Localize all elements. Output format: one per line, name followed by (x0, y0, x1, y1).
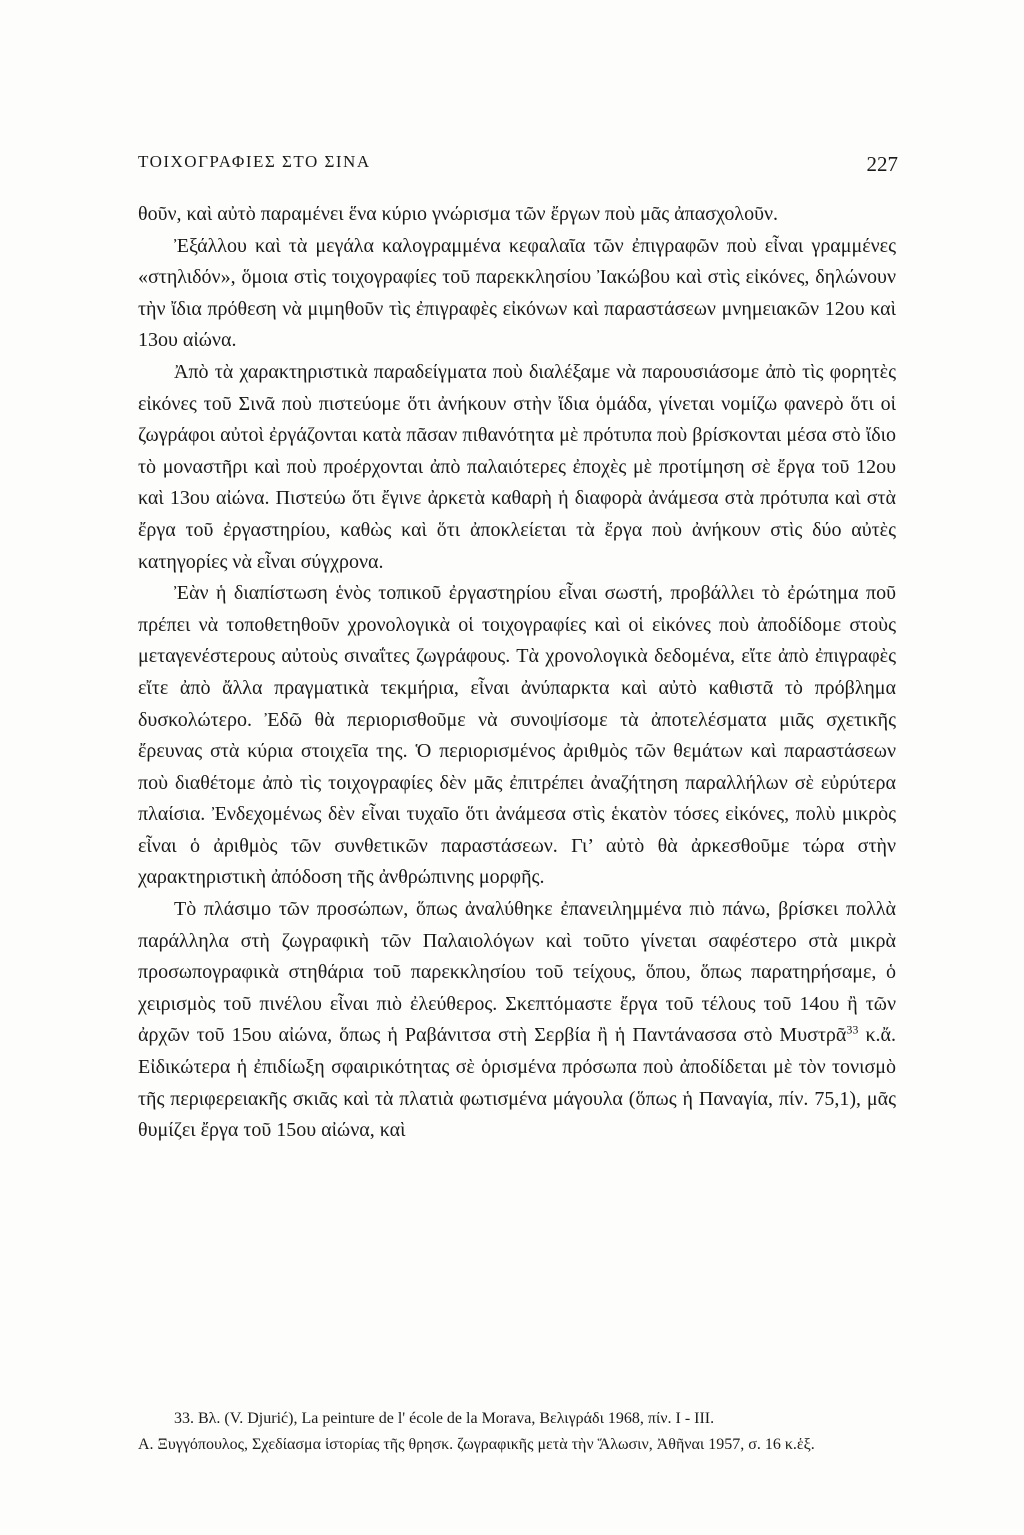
paragraph-5-text-b: κ.ἄ. Εἰδικώτερα ἡ ἐπιδίωξη σφαιρικότητας σὲ ὁρισμένα πρόσωπα ποὺ ἀποδίδεται μὲ τὸν τονισμὸ τῆς περιφερειακῆς σκιᾶς καὶ τὰ πλατιὰ φωτισμένα μάγουλα (ὅπως ἡ Παναγία, πίν. 75,1), μᾶς θυμίζει ἔργα τοῦ 15ου αἰώνα, καὶ (138, 1024, 897, 1142)
paragraph-3: Ἀπὸ τὰ χαρακτηριστικὰ παραδείγματα ποὺ διαλέξαμε νὰ παρουσιάσομε ἀπὸ τὶς φορητὲς εἰκόνες τοῦ Σινᾶ ποὺ πιστεύομε ὅτι ἀνήκουν στὴν ἴδια ὁμάδα, γίνεται νομίζω φανερὸ ὅτι οἱ ζωγράφοι αὐτοὶ ἐργάζονται κατὰ πᾶσαν πιθανότητα μὲ πρότυπα ποὺ βρίσκονται μέσα στὸ ἴδιο τὸ μοναστῆρι καὶ ποὺ προέρχονται ἀπὸ παλαιότερες ἐποχὲς μὲ προτίμηση σὲ ἔργα τοῦ 12ου καὶ 13ου αἰώνα. Πιστεύω ὅτι ἔγινε ἀρκετὰ καθαρὴ ἡ διαφορὰ ἀνάμεσα στὰ πρότυπα καὶ στὰ ἔργα τοῦ ἐργαστηρίου, καθὼς καὶ ὅτι ἀποκλείεται τὰ ἔργα ποὺ ἀνήκουν στὶς δύο αὐτὲς κατηγορίες νὰ εἶναι σύγχρονα. (138, 360, 896, 573)
paragraph-2: Ἐξάλλου καὶ τὰ μεγάλα καλογραμμένα κεφαλαῖα τῶν ἐπιγραφῶν ποὺ εἶναι γραμμένες «στηλιδόν», ὅμοια στὶς τοιχογραφίες τοῦ παρεκκλησίου Ἰακώβου καὶ στὶς εἰκόνες, δηλώνουν τὴν ἴδια πρόθεση νὰ μιμηθοῦν τὶς ἐπιγραφὲς εἰκόνων καὶ παραστάσεων μνημειακῶν 12ου καὶ 13ου αἰώνα. (138, 234, 896, 352)
paragraph-5-text-a: Τὸ πλάσιμο τῶν προσώπων, ὅπως ἀναλύθηκε ἐπανειλημμένα πιὸ πάνω, βρίσκει πολλὰ παράλληλα στὴ ζωγραφικὴ τῶν Παλαιολόγων καὶ τοῦτο γίνεται σαφέστερο στὰ μικρὰ προσωπογραφικὰ στηθάρια τοῦ παρεκκλησίου τοῦ τείχους, ὅπου, ὅπως παρατηρήσαμε, ὁ χειρισμὸς τοῦ πινέλου εἶναι πιὸ ἐλεύθερος. Σκεπτόμαστε ἔργα τοῦ τέλους τοῦ 14ου ἢ τῶν ἀρχῶν τοῦ 15ου αἰώνα, ὅπως ἡ Ραβάνιτσα στὴ Σερβία ἢ ἡ Παντάνασσα στὸ Μυστρᾶ (138, 898, 896, 1047)
paragraph-1: θοῦν, καὶ αὐτὸ παραμένει ἕνα κύριο γνώρισμα τῶν ἔργων ποὺ μᾶς ἀπασχολοῦν. (138, 203, 779, 225)
page-header (138, 150, 898, 180)
footnote-ref-33: 33 (846, 1022, 859, 1037)
page-number: 227 (866, 152, 898, 176)
running-head: ΤΟΙΧΟΓΡΑΦΙΕΣ ΣΤΟ ΣΙΝΑ (138, 152, 371, 171)
body-text (138, 199, 896, 1147)
footnote-33-line-1: 33. Βλ. (V. Djurić), La peinture de l' école de la Morava, Βελιγράδι 1968, πίν. I - III. (174, 1410, 715, 1427)
paragraph-5 (138, 894, 896, 1147)
paragraph-4: Ἐὰν ἡ διαπίστωση ἑνὸς τοπικοῦ ἐργαστηρίου εἶναι σωστή, προβάλλει τὸ ἐρώτημα ποῦ πρέπει νὰ τοποθετηθοῦν χρονολογικὰ οἱ τοιχογραφίες καὶ οἱ εἰκόνες ποὺ ἀποδίδομε στοὺς μεταγενέστερους αὐτοὺς σιναΐτες ζωγράφους. Τὰ χρονολογικὰ δεδομένα, εἴτε ἀπὸ ἐπιγραφὲς εἴτε ἀπὸ ἄλλα πραγματικὰ τεκμήρια, εἶναι ἀνύπαρκτα καὶ αὐτὸ καθιστᾶ τὸ πρόβλημα δυσκολώτερο. Ἐδῶ θὰ περιορισθοῦμε νὰ συνοψίσομε τὰ ἀποτελέσματα μιᾶς σχετικῆς ἔρευνας στὰ κύρια στοιχεῖα της. Ὁ περιορισμένος ἀριθμὸς τῶν θεμάτων καὶ παραστάσεων ποὺ διαθέτομε ἀπὸ τὶς τοιχογραφίες δὲν μᾶς ἐπιτρέπει ἀναζήτηση παραλλήλων σὲ εὐρύτερα πλαίσια. Ἐνδεχομένως δὲν εἶναι τυχαῖο ὅτι ἀνάμεσα στὶς ἑκατὸν τόσες εἰκόνες, πολὺ μικρὸς εἶναι ὁ ἀριθμὸς τῶν συνθετικῶν παραστάσεων. Γι’ αὐτὸ θὰ ἀρκεσθοῦμε τώρα στὴν χαρακτηριστικὴ ἀπόδοση τῆς ἀνθρώπινης μορφῆς. (138, 582, 896, 889)
footnote-33-line-2: Α. Ξυγγόπουλος, Σχεδίασμα ἱστορίας τῆς θρησκ. ζωγραφικῆς μετὰ τὴν Ἅλωσιν, Ἀθῆναι 1957, σ. 16 κ.ἑξ. (138, 1435, 815, 1453)
footnotes (138, 1406, 896, 1457)
